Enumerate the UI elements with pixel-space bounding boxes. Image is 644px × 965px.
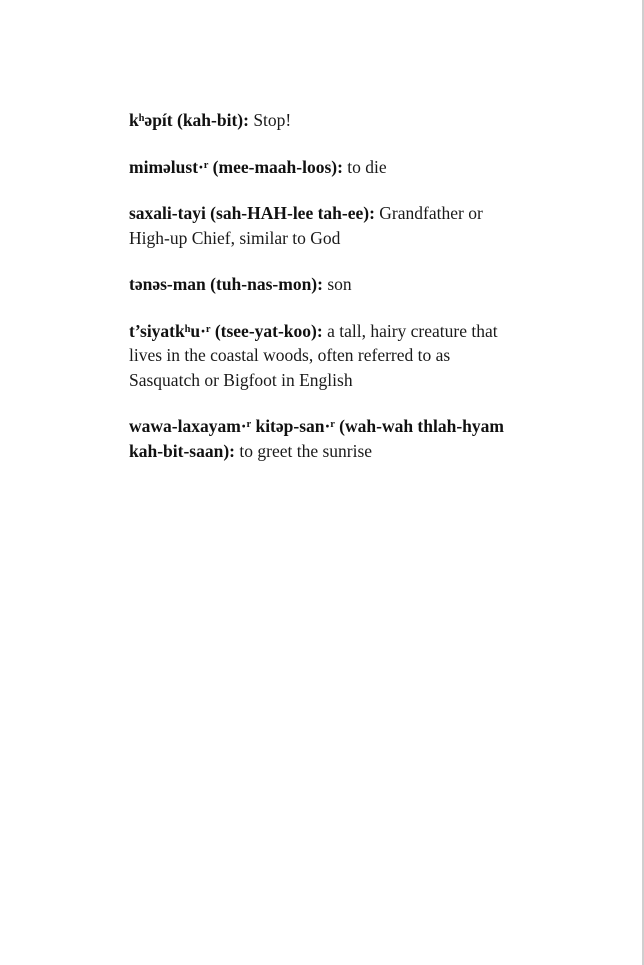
glossary-entry — [129, 108, 519, 133]
glossary-entry — [129, 414, 519, 463]
glossary-term: wawa-laxayam·ʳ kitəp-san·ʳ (wah-wah thlah-hyam kah-bit-saan): — [129, 416, 504, 461]
glossary-term: kʰəpít (kah-bit): — [129, 110, 249, 130]
glossary-term: saxali-tayi (sah-HAH-lee tah-ee): — [129, 203, 375, 223]
glossary-term: t’siyatkʰu·ʳ (tsee-yat-koo): — [129, 320, 323, 341]
glossary-term: miməlust·ʳ (mee-maah-loos): — [129, 156, 343, 177]
glossary-definition: to die — [342, 156, 387, 177]
glossary-entry — [129, 272, 519, 297]
glossary-definition: Grandfather or High-up Chief, similar to God — [129, 203, 483, 248]
glossary-list — [129, 108, 519, 485]
glossary-definition: to greet the sunrise — [235, 440, 373, 461]
glossary-term: tənəs-man (tuh-nas-mon): — [129, 274, 323, 294]
glossary-definition: a tall, hairy creature that lives in the coastal woods, often referred to as Sasquatch or Bigfoot in English — [129, 320, 498, 390]
glossary-definition: son — [322, 274, 352, 294]
glossary-entry — [129, 155, 519, 180]
glossary-entry — [129, 201, 519, 250]
glossary-entry — [129, 319, 519, 393]
glossary-definition: Stop! — [248, 110, 292, 130]
